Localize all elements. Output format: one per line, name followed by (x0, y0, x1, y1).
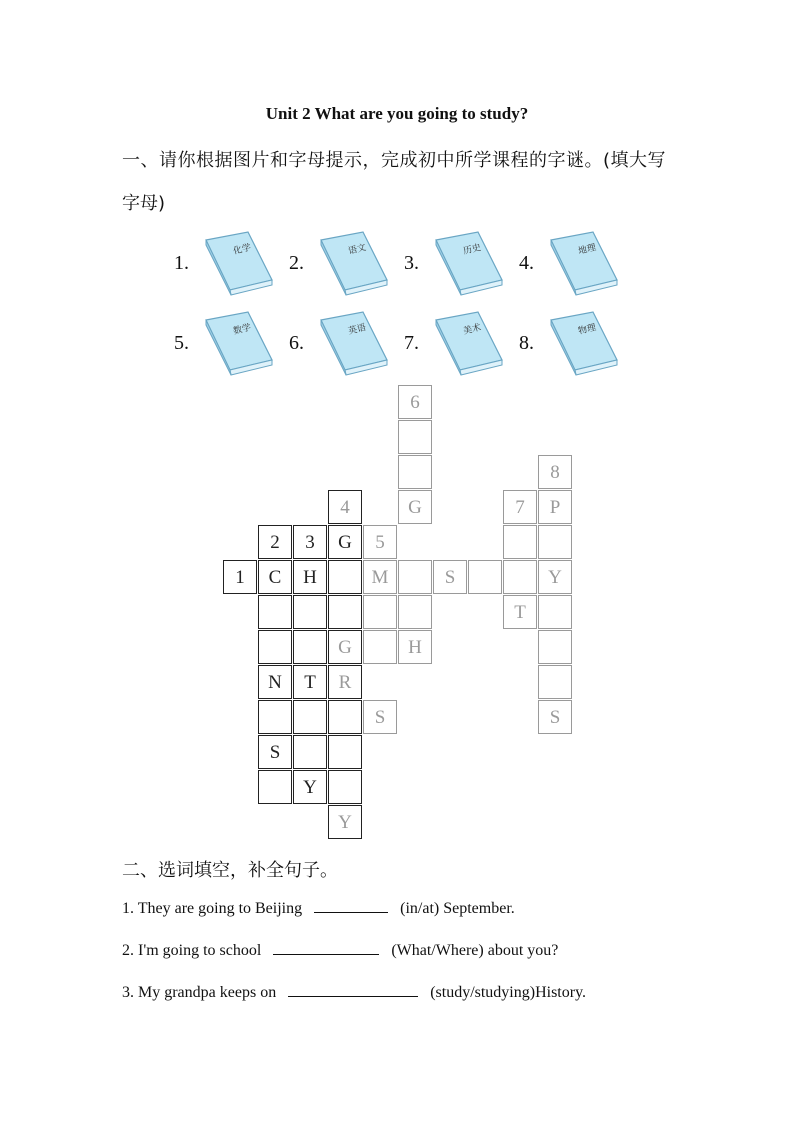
crossword-cell[interactable] (503, 525, 537, 559)
question-text-after: about you? (487, 942, 559, 959)
crossword-cell[interactable]: 7 (503, 490, 537, 524)
crossword-cell[interactable]: H (293, 560, 327, 594)
question-text-after: September. (443, 900, 515, 917)
crossword-cell[interactable]: G (398, 490, 432, 524)
book-number: 6. (289, 332, 304, 354)
book-number: 2. (289, 252, 304, 274)
book-item-5 (170, 310, 280, 380)
crossword-cell[interactable] (538, 525, 572, 559)
crossword-cell[interactable] (538, 665, 572, 699)
answer-blank[interactable] (288, 982, 418, 997)
book-number: 1. (174, 252, 189, 274)
page-title: Unit 2 What are you going to study? (265, 104, 529, 123)
section1-instruction-cont: 字母) (122, 193, 166, 214)
book-label: 数学 (232, 321, 252, 336)
crossword-cell[interactable]: 1 (223, 560, 257, 594)
book-item-1 (170, 230, 280, 300)
crossword-cell[interactable]: Y (293, 770, 327, 804)
crossword-cell[interactable] (363, 630, 397, 664)
crossword-cell[interactable] (328, 700, 362, 734)
crossword-cell[interactable] (538, 630, 572, 664)
book-label: 英语 (347, 321, 367, 336)
question-text: 3. My grandpa keeps on (122, 984, 277, 1001)
question-text: 2. I'm going to school (122, 942, 262, 959)
crossword-cell[interactable]: R (328, 665, 362, 699)
book-item-3 (400, 230, 510, 300)
book-number: 8. (519, 332, 534, 354)
crossword-cell[interactable]: S (538, 700, 572, 734)
crossword-cell[interactable]: N (258, 665, 292, 699)
crossword-cell[interactable]: T (293, 665, 327, 699)
book-icon (204, 310, 274, 376)
book-label: 物理 (577, 321, 597, 336)
crossword-cell[interactable] (468, 560, 502, 594)
crossword-cell[interactable]: 6 (398, 385, 432, 419)
crossword-cell[interactable] (293, 595, 327, 629)
answer-blank[interactable] (314, 898, 388, 913)
book-icon (204, 230, 274, 296)
book-label: 地理 (577, 241, 597, 256)
crossword-cell[interactable]: Y (328, 805, 362, 839)
crossword-cell[interactable]: P (538, 490, 572, 524)
answer-blank[interactable] (273, 940, 379, 955)
question-options: (study/studying)History. (430, 984, 587, 1001)
crossword-cell[interactable] (293, 700, 327, 734)
book-icon (434, 230, 504, 296)
crossword-cell[interactable] (363, 595, 397, 629)
crossword-cell[interactable] (328, 735, 362, 769)
book-icon (549, 230, 619, 296)
crossword-cell[interactable]: 8 (538, 455, 572, 489)
crossword-cell[interactable] (328, 560, 362, 594)
book-icon (549, 310, 619, 376)
crossword-cell[interactable]: 4 (328, 490, 362, 524)
crossword-cell[interactable] (258, 770, 292, 804)
crossword-cell[interactable]: C (258, 560, 292, 594)
crossword-cell[interactable] (293, 735, 327, 769)
book-number: 5. (174, 332, 189, 354)
book-item-8 (515, 310, 625, 380)
crossword-cell[interactable] (398, 560, 432, 594)
crossword-cell[interactable]: S (258, 735, 292, 769)
crossword-cell[interactable] (328, 770, 362, 804)
book-number: 7. (404, 332, 419, 354)
crossword-cell[interactable] (258, 630, 292, 664)
question-options: (in/at) (400, 900, 440, 917)
crossword-cell[interactable]: G (328, 630, 362, 664)
crossword-cell[interactable] (328, 595, 362, 629)
book-pictures (170, 230, 630, 380)
question-text: 1. They are going to Beijing (122, 900, 303, 917)
book-item-6 (285, 310, 395, 380)
section2-instruction: 二、选词填空，补全句子。 (122, 860, 338, 881)
crossword-cell[interactable]: 3 (293, 525, 327, 559)
crossword-cell[interactable] (398, 455, 432, 489)
question-2 (122, 940, 558, 960)
question-3 (122, 982, 586, 1002)
crossword-cell[interactable] (258, 700, 292, 734)
crossword-cell[interactable] (538, 595, 572, 629)
book-label: 美术 (462, 321, 482, 336)
book-item-4 (515, 230, 625, 300)
crossword-cell[interactable]: T (503, 595, 537, 629)
book-item-2 (285, 230, 395, 300)
crossword-cell[interactable]: G (328, 525, 362, 559)
crossword-cell[interactable] (293, 630, 327, 664)
book-number: 4. (519, 252, 534, 274)
question-1 (122, 898, 515, 918)
book-icon (434, 310, 504, 376)
book-item-7 (400, 310, 510, 380)
crossword-cell[interactable]: S (363, 700, 397, 734)
crossword-cell[interactable] (398, 595, 432, 629)
crossword-cell[interactable] (503, 560, 537, 594)
crossword-cell[interactable] (398, 420, 432, 454)
crossword-cell[interactable]: S (433, 560, 467, 594)
crossword-cell[interactable]: 2 (258, 525, 292, 559)
book-label: 语文 (347, 241, 367, 256)
section1-instruction: 一、请你根据图片和字母提示，完成初中所学课程的字谜。(填大写 (122, 150, 667, 171)
crossword-cell[interactable]: H (398, 630, 432, 664)
book-label: 历史 (462, 241, 482, 256)
crossword-cell[interactable] (258, 595, 292, 629)
question-options: (What/Where) (391, 942, 484, 959)
crossword-cell[interactable]: Y (538, 560, 572, 594)
crossword-cell[interactable]: 5 (363, 525, 397, 559)
book-icon (319, 230, 389, 296)
book-icon (319, 310, 389, 376)
book-label: 化学 (232, 241, 252, 256)
crossword-cell[interactable]: M (363, 560, 397, 594)
book-number: 3. (404, 252, 419, 274)
